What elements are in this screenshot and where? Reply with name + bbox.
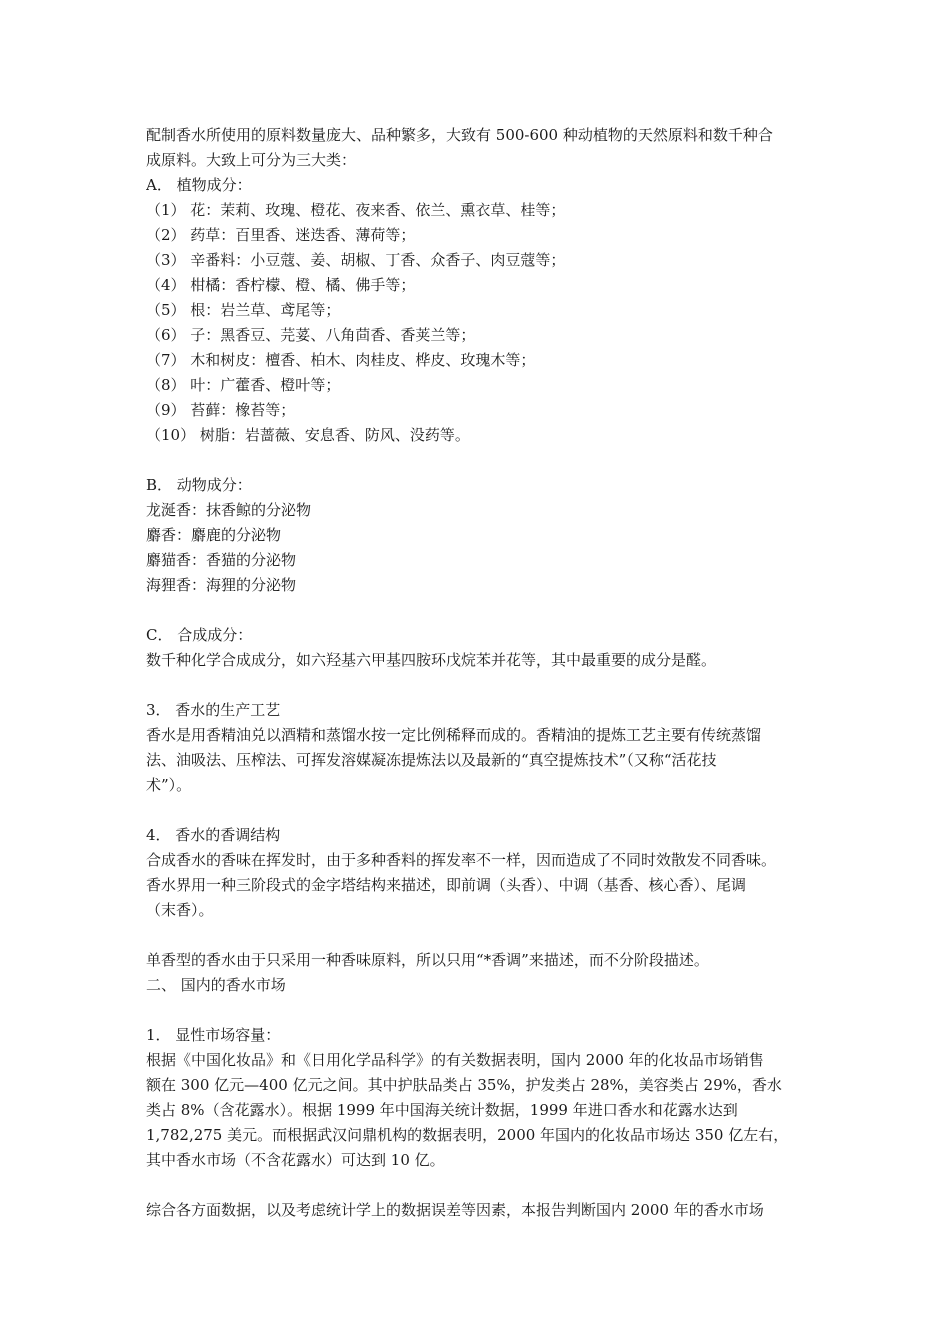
text-line: 香水界用一种三阶段式的金字塔结构来描述，即前调（头香）、中调（基香、核心香）、尾调 xyxy=(146,876,747,894)
text-line: （7） 木和树皮：檀香、柏木、肉桂皮、桦皮、玫瑰木等； xyxy=(146,351,536,369)
text-line: 1． 显性市场容量： xyxy=(146,1026,281,1044)
text-line: （1） 花：茉莉、玫瑰、橙花、夜来香、依兰、熏衣草、桂等； xyxy=(146,201,566,219)
blank-line xyxy=(146,998,816,1023)
text-line: （4） 柑橘：香柠檬、橙、橘、佛手等； xyxy=(146,276,416,294)
text-line: （9） 苔藓：橡苔等； xyxy=(146,401,296,419)
text-line: 海狸香：海狸的分泌物 xyxy=(146,576,297,594)
blank-line xyxy=(146,598,816,623)
text-line: 麝猫香：香猫的分泌物 xyxy=(146,551,297,569)
text-line: （5） 根：岩兰草、鸢尾等； xyxy=(146,301,341,319)
blank-line xyxy=(146,448,816,473)
text-line: 法、油吸法、压榨法、可挥发溶媒凝冻提炼法以及最新的“真空提炼技术”（又称“活花技 xyxy=(146,751,717,769)
text-line: 类占 8%（含花露水）。根据 1999 年中国海关统计数据，1999 年进口香水和花露水达到 xyxy=(146,1101,738,1119)
text-line: A． 植物成分： xyxy=(146,176,252,194)
blank-line xyxy=(146,673,816,698)
text-line: C． 合成成分： xyxy=(146,626,253,644)
text-line: 3． 香水的生产工艺 xyxy=(146,701,281,719)
text-line: 二、 国内的香水市场 xyxy=(146,976,286,994)
blank-line xyxy=(146,1173,816,1198)
text-line: （2） 药草：百里香、迷迭香、薄荷等； xyxy=(146,226,416,244)
text-line: 麝香：麝鹿的分泌物 xyxy=(146,526,282,544)
text-line: 单香型的香水由于只采用一种香味原料，所以只用“*香调”来描述，而不分阶段描述。 xyxy=(146,951,709,969)
text-line: （3） 辛番料：小豆蔻、姜、胡椒、丁香、众香子、肉豆蔻等； xyxy=(146,251,566,269)
text-line: （10） 树脂：岩蔷薇、安息香、防风、没药等。 xyxy=(146,426,470,444)
text-line: 根据《中国化妆品》和《日用化学品科学》的有关数据表明，国内 2000 年的化妆品市场销售 xyxy=(146,1051,764,1069)
text-line: （末香）。 xyxy=(146,901,214,919)
text-line: 香水是用香精油兑以酒精和蒸馏水按一定比例稀释而成的。香精油的提炼工艺主要有传统蒸馏 xyxy=(146,726,762,744)
blank-line xyxy=(146,923,816,948)
text-line: 龙涎香：抹香鲸的分泌物 xyxy=(146,501,312,519)
blank-line xyxy=(146,798,816,823)
text-line: 术”）。 xyxy=(146,776,192,794)
text-line: （6） 子：黑香豆、芫荽、八角茴香、香荚兰等； xyxy=(146,326,476,344)
text-line: 额在 300 亿元—400 亿元之间。其中护肤品类占 35%，护发类占 28%，美容类占 29%，香水 xyxy=(146,1076,782,1094)
text-line: 配制香水所使用的原料数量庞大、品种繁多，大致有 500-600 种动植物的天然原料和数千种合 xyxy=(146,126,773,144)
text-line: 成原料。大致上可分为三大类： xyxy=(146,151,357,169)
text-line: （8） 叶：广藿香、橙叶等； xyxy=(146,376,341,394)
text-line: 4． 香水的香调结构 xyxy=(146,826,281,844)
text-line: 1,782,275 美元。而根据武汉问鼎机构的数据表明，2000 年国内的化妆品市场达 350 亿左右， xyxy=(146,1126,789,1144)
text-line: B． 动物成分： xyxy=(146,476,252,494)
text-line: 其中香水市场（不含花露水）可达到 10 亿。 xyxy=(146,1151,445,1169)
document-body xyxy=(146,123,816,1223)
text-line: 合成香水的香味在挥发时，由于多种香料的挥发率不一样，因而造成了不同时效散发不同香味。 xyxy=(146,851,777,869)
text-line: 综合各方面数据，以及考虑统计学上的数据误差等因素，本报告判断国内 2000 年的香水市场 xyxy=(146,1201,764,1219)
text-line: 数千种化学合成成分，如六羟基六甲基四胺环戊烷苯并花等，其中最重要的成分是醛。 xyxy=(146,651,717,669)
